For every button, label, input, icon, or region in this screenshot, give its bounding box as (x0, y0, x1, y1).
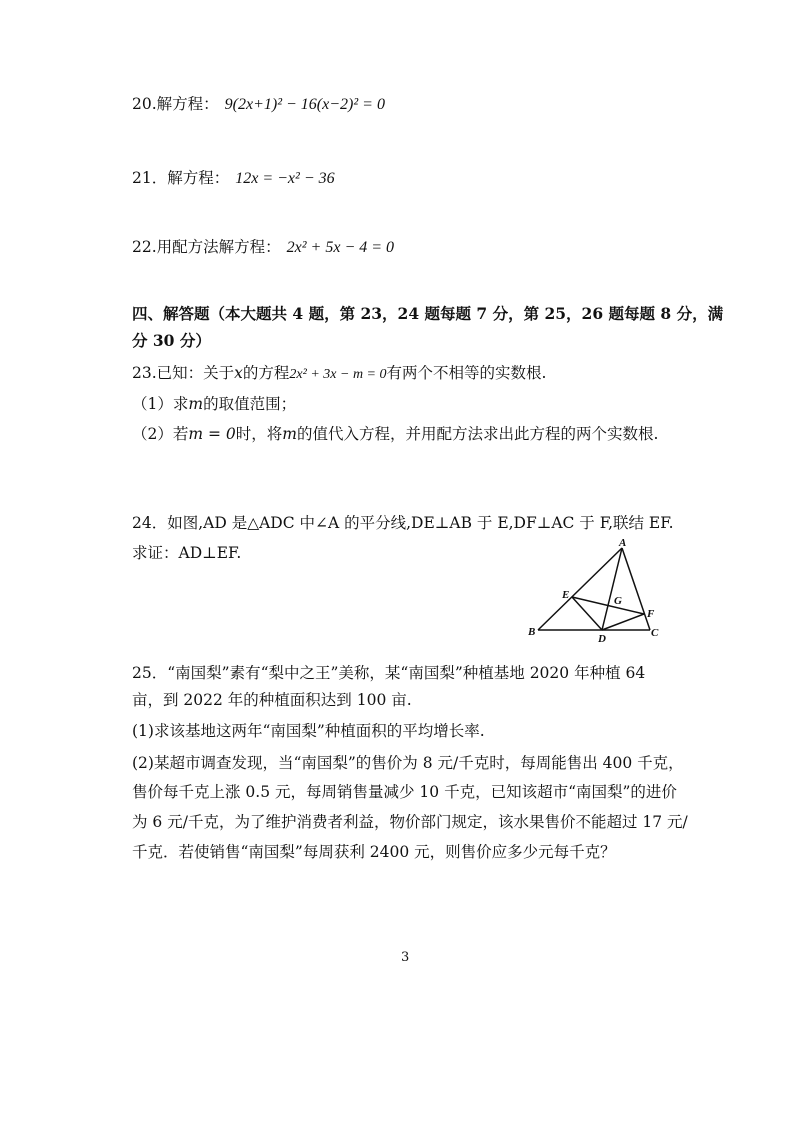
question-23-stem (132, 362, 546, 386)
question-23-var-x: x (234, 364, 243, 382)
question-23-part2-eq: m = 0 (188, 425, 236, 443)
question-23-text-b: 的方程 (242, 364, 290, 382)
segment-df (602, 614, 644, 630)
question-25-part2-line1: (2)某超市调查发现，当“南国梨”的售价为 8 元/千克时，每周能售出 400 千克， (132, 754, 684, 772)
question-23-part2 (132, 423, 658, 445)
question-24-stem: 24．如图,AD 是△ADC 中∠A 的平分线,DE⊥AB 于 E,DF⊥AC 于 F,联结 EF. (132, 514, 674, 532)
question-23-text-c: 有两个不相等的实数根. (386, 364, 547, 382)
segment-ad (602, 548, 622, 630)
segment-ab (538, 548, 622, 630)
page-number: 3 (401, 950, 410, 965)
question-23-part2-text-b: 时，将 (235, 425, 283, 443)
geometry-figure (528, 538, 688, 643)
question-21-label: 21．解方程： (132, 169, 230, 187)
question-20-label: 20.解方程： (132, 95, 219, 113)
label-e: E (562, 589, 570, 601)
label-f: F (647, 608, 655, 620)
segment-ef (572, 597, 644, 614)
question-25-line2: 亩，到 2022 年的种植面积达到 100 亩. (132, 691, 412, 709)
question-21 (132, 167, 335, 190)
question-23-text-a: 23.已知：关于 (132, 364, 235, 382)
question-23-part2-var: m (282, 425, 297, 443)
section-heading-line2: 分 30 分） (132, 331, 211, 350)
question-25-part1: (1)求该基地这两年“南国梨”种植面积的平均增长率. (132, 722, 485, 740)
question-22-label: 22.用配方法解方程： (132, 238, 281, 256)
question-20-equation: 9(2x+1)² − 16(x−2)² = 0 (224, 96, 385, 113)
question-25-line1: 25．“南国梨”素有“梨中之王”美称，某“南国梨”种植基地 2020 年种植 64 (132, 664, 646, 682)
question-23-part1-var: m (188, 395, 204, 413)
question-23-part2-text-a: （2）若 (132, 425, 189, 443)
question-25-part2-line3: 为 6 元/千克，为了维护消费者利益，物价部门规定，该水果售价不能超过 17 元/ (132, 813, 688, 831)
question-22-equation: 2x² + 5x − 4 = 0 (286, 239, 395, 256)
label-b: B (528, 626, 536, 638)
question-22 (132, 236, 394, 259)
question-25-part2-line2: 售价每千克上涨 0.5 元，每周销售量减少 10 千克，已知该超市“南国梨”的进价 (132, 783, 677, 801)
question-23-part2-text-c: 的值代入方程，并用配方法求出此方程的两个实数根. (297, 425, 659, 443)
label-c: C (651, 627, 659, 639)
label-d: D (598, 633, 606, 643)
segment-de (572, 597, 602, 630)
question-23-part1-text-a: （1）求 (132, 395, 189, 413)
section-heading-line1: 四、解答题（本大题共 4 题，第 23，24 题每题 7 分，第 25，26 题每题 8 分，满 (132, 304, 724, 323)
label-a: A (619, 538, 627, 549)
question-23-equation: 2x² + 3x − m = 0 (289, 367, 387, 382)
question-20 (132, 93, 385, 116)
question-23-part1 (132, 393, 296, 415)
question-23-part1-text-b: 的取值范围； (203, 395, 297, 413)
question-24-prove: 求证：AD⊥EF. (132, 544, 242, 562)
triangle-diagram (528, 538, 688, 643)
question-21-equation: 12x = −x² − 36 (235, 170, 335, 187)
question-25-part2-line4: 千克．若使销售“南国梨”每周获利 2400 元，则售价应多少元每千克？ (132, 843, 616, 861)
label-g: G (614, 595, 622, 607)
